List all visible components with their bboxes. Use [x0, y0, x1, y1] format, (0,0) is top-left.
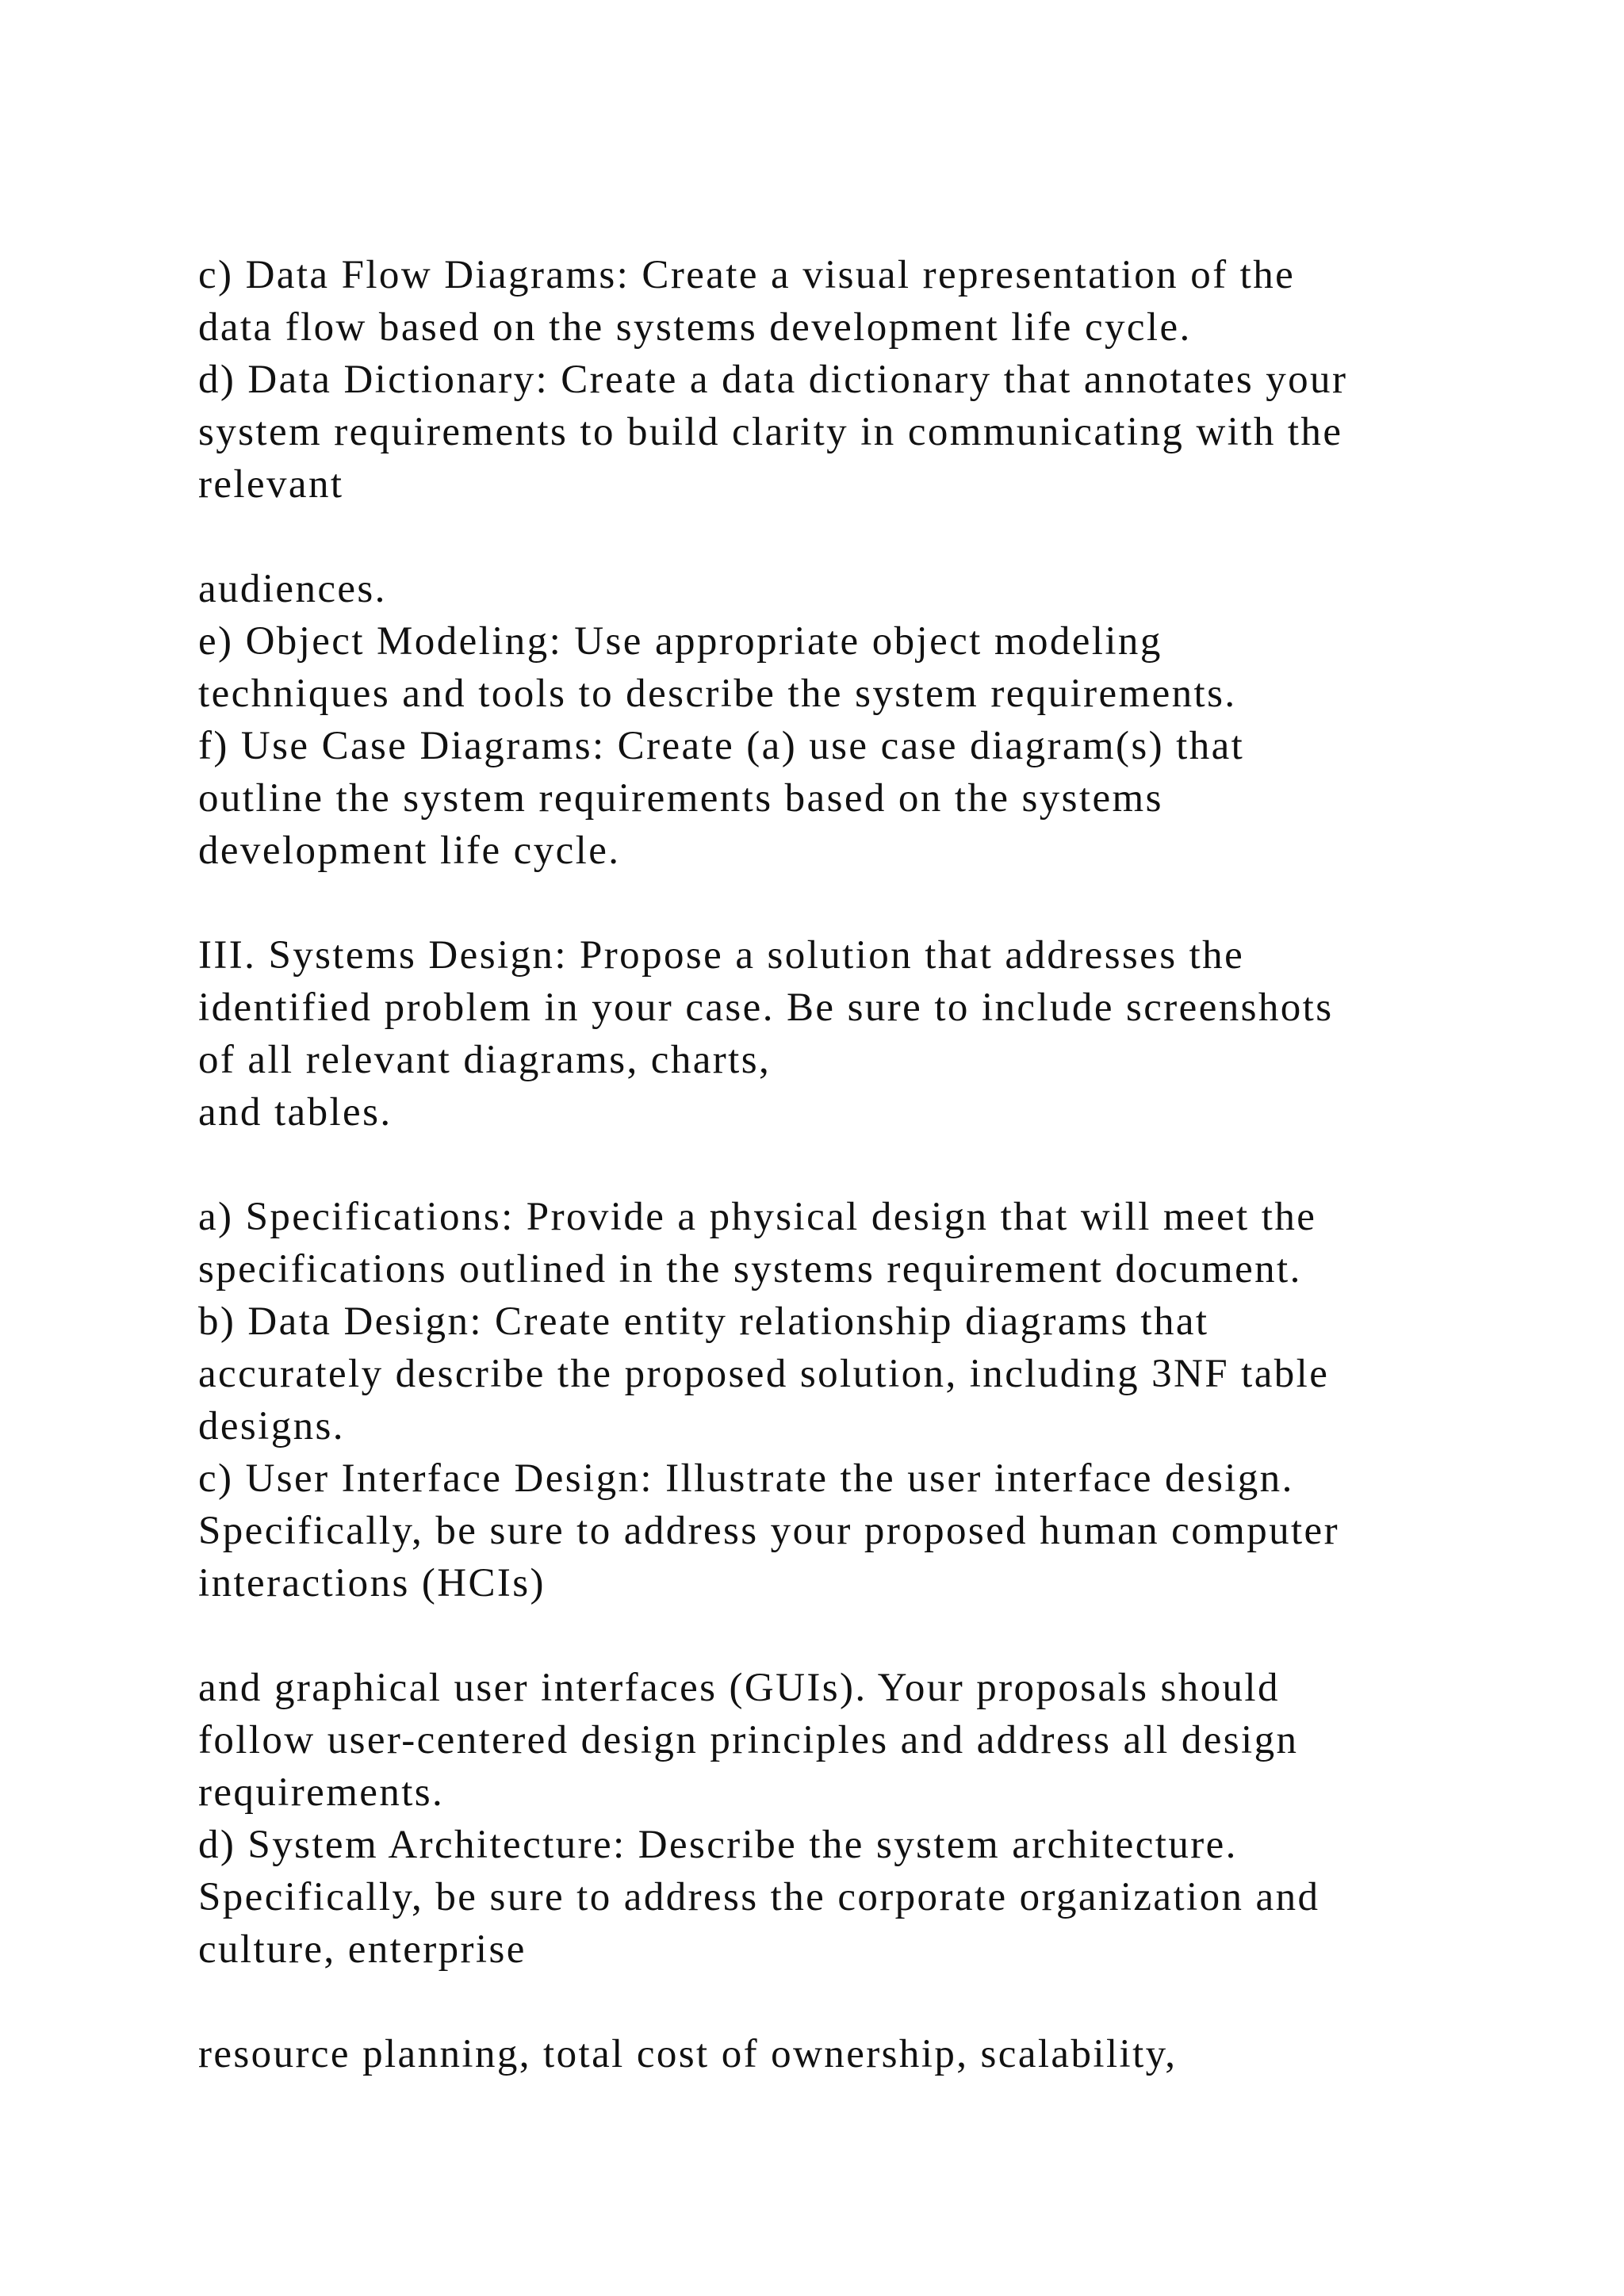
text-line: e) Object Modeling: Use appropriate object modeling — [198, 619, 1162, 664]
text-line: follow user-centered design principles and address all design — [198, 1718, 1299, 1762]
text-line: d) Data Dictionary: Create a data dictionary that annotates your — [198, 358, 1348, 402]
text-line: data flow based on the systems development life cycle. — [198, 305, 1192, 350]
blank-line — [198, 1976, 1594, 2028]
text-line: interactions (HCIs) — [198, 1561, 546, 1605]
text-line: designs. — [198, 1404, 345, 1448]
text-line: requirements. — [198, 1770, 445, 1815]
text-line: culture, enterprise — [198, 1927, 527, 1972]
text-line: and graphical user interfaces (GUIs). Your proposals should — [198, 1666, 1280, 1710]
text-line: resource planning, total cost of ownership, scalability, — [198, 2032, 1178, 2076]
blank-line — [198, 1609, 1594, 1662]
text-line: development life cycle. — [198, 828, 621, 873]
text-line: b) Data Design: Create entity relationship diagrams that — [198, 1299, 1209, 1344]
text-line: III. Systems Design: Propose a solution that addresses the — [198, 933, 1245, 978]
text-line: Specifically, be sure to address your proposed human computer — [198, 1509, 1339, 1553]
blank-line — [198, 1138, 1594, 1191]
text-line: d) System Architecture: Describe the system architecture. — [198, 1823, 1238, 1867]
text-line: relevant — [198, 462, 344, 507]
text-line: outline the system requirements based on the systems — [198, 776, 1163, 821]
text-line: f) Use Case Diagrams: Create (a) use case diagram(s) that — [198, 724, 1245, 768]
text-line: system requirements to build clarity in communicating with the — [198, 410, 1343, 454]
text-line: c) Data Flow Diagrams: Create a visual representation of the — [198, 253, 1296, 297]
text-line: specifications outlined in the systems requirement document. — [198, 1247, 1302, 1292]
text-line: techniques and tools to describe the system requirements. — [198, 672, 1237, 716]
text-line: Specifically, be sure to address the corporate organization and — [198, 1875, 1320, 1919]
text-line: audiences. — [198, 567, 387, 611]
blank-line — [198, 511, 1594, 563]
text-line: accurately describe the proposed solution, including 3NF table — [198, 1352, 1330, 1396]
text-line: and tables. — [198, 1090, 393, 1135]
text-line: of all relevant diagrams, charts, — [198, 1038, 772, 1082]
text-line: identified problem in your case. Be sure to include screenshots — [198, 985, 1334, 1030]
document-body — [198, 249, 1594, 2080]
text-line: c) User Interface Design: Illustrate the user interface design. — [198, 1456, 1294, 1501]
blank-line — [198, 877, 1594, 929]
text-line: a) Specifications: Provide a physical design that will meet the — [198, 1195, 1317, 1239]
